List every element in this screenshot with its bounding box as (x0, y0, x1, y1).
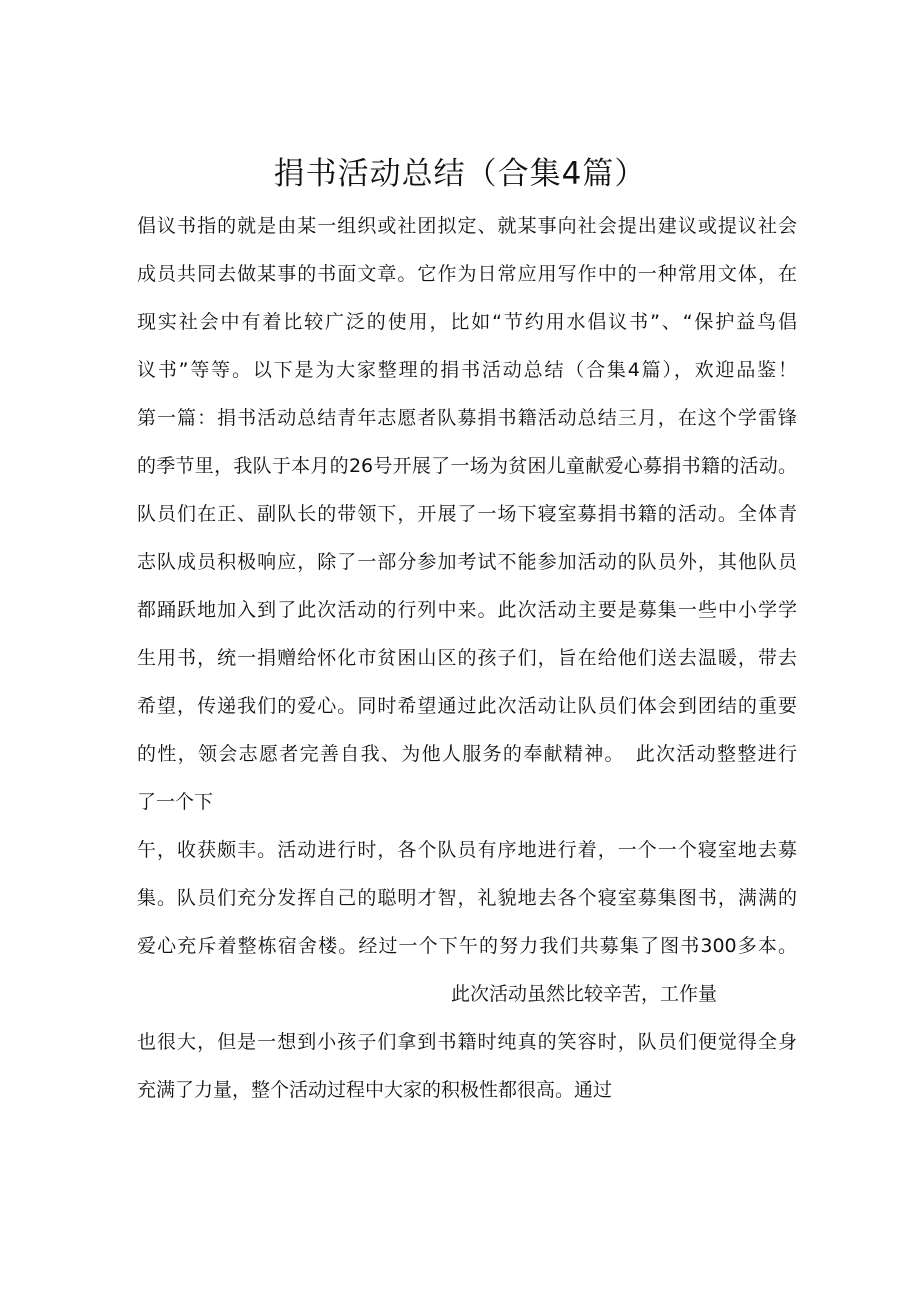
document-title: 捐书活动总结（合集4篇） (273, 156, 647, 192)
text-line: 倡议书指的就是由某一组织或社团拟定、就某事向社会提出建议或提议社会 (137, 215, 797, 237)
text-line: 议书”等等。以下是为大家整理的捐书活动总结（合集4篇），欢迎品鉴！ (137, 359, 797, 381)
text-line: 都踊跃地加入到了此次活动的行列中来。此次活动主要是募集一些中小学学 (137, 599, 797, 621)
text-line: 队员们在正、副队长的带领下，开展了一场下寝室募捐书籍的活动。全体青 (137, 503, 797, 525)
text-line: 志队成员积极响应，除了一部分参加考试不能参加活动的队员外，其他队员 (137, 551, 797, 573)
text-line: 的性，领会志愿者完善自我、为他人服务的奉献精神。 此次活动整整进行 (137, 743, 797, 765)
document-body (137, 202, 797, 1114)
text-line: 午，收获颇丰。活动进行时，各个队员有序地进行着，一个一个寝室地去募 (137, 839, 797, 861)
text-line: 第一篇：捐书活动总结青年志愿者队募捐书籍活动总结三月，在这个学雷锋 (137, 407, 797, 429)
text-line: 集。队员们充分发挥自己的聪明才智，礼貌地去各个寝室募集图书，满满的 (137, 887, 797, 909)
text-line: 充满了力量，整个活动过程中大家的积极性都很高。通过 (137, 1079, 613, 1101)
text-line: 了一个下 (137, 791, 214, 813)
text-line: 希望，传递我们的爱心。同时希望通过此次活动让队员们体会到团结的重要 (137, 695, 797, 717)
text-line: 爱心充斥着整栋宿舍楼。经过一个下午的努力我们共募集了图书300多本。 (137, 935, 797, 957)
text-line: 也很大，但是一想到小孩子们拿到书籍时纯真的笑容时，队员们便觉得全身 (137, 1031, 797, 1053)
text-line: 此次活动虽然比较辛苦，工作量 (451, 983, 718, 1005)
text-line: 成员共同去做某事的书面文章。它作为日常应用写作中的一种常用文体，在 (137, 263, 797, 285)
text-line: 的季节里，我队于本月的26号开展了一场为贫困儿童献爱心募捐书籍的活动。 (137, 455, 797, 477)
text-line: 现实社会中有着比较广泛的使用，比如“节约用水倡议书”、“保护益鸟倡 (137, 311, 797, 333)
text-line: 生用书，统一捐赠给怀化市贫困山区的孩子们，旨在给他们送去温暖，带去 (137, 647, 797, 669)
